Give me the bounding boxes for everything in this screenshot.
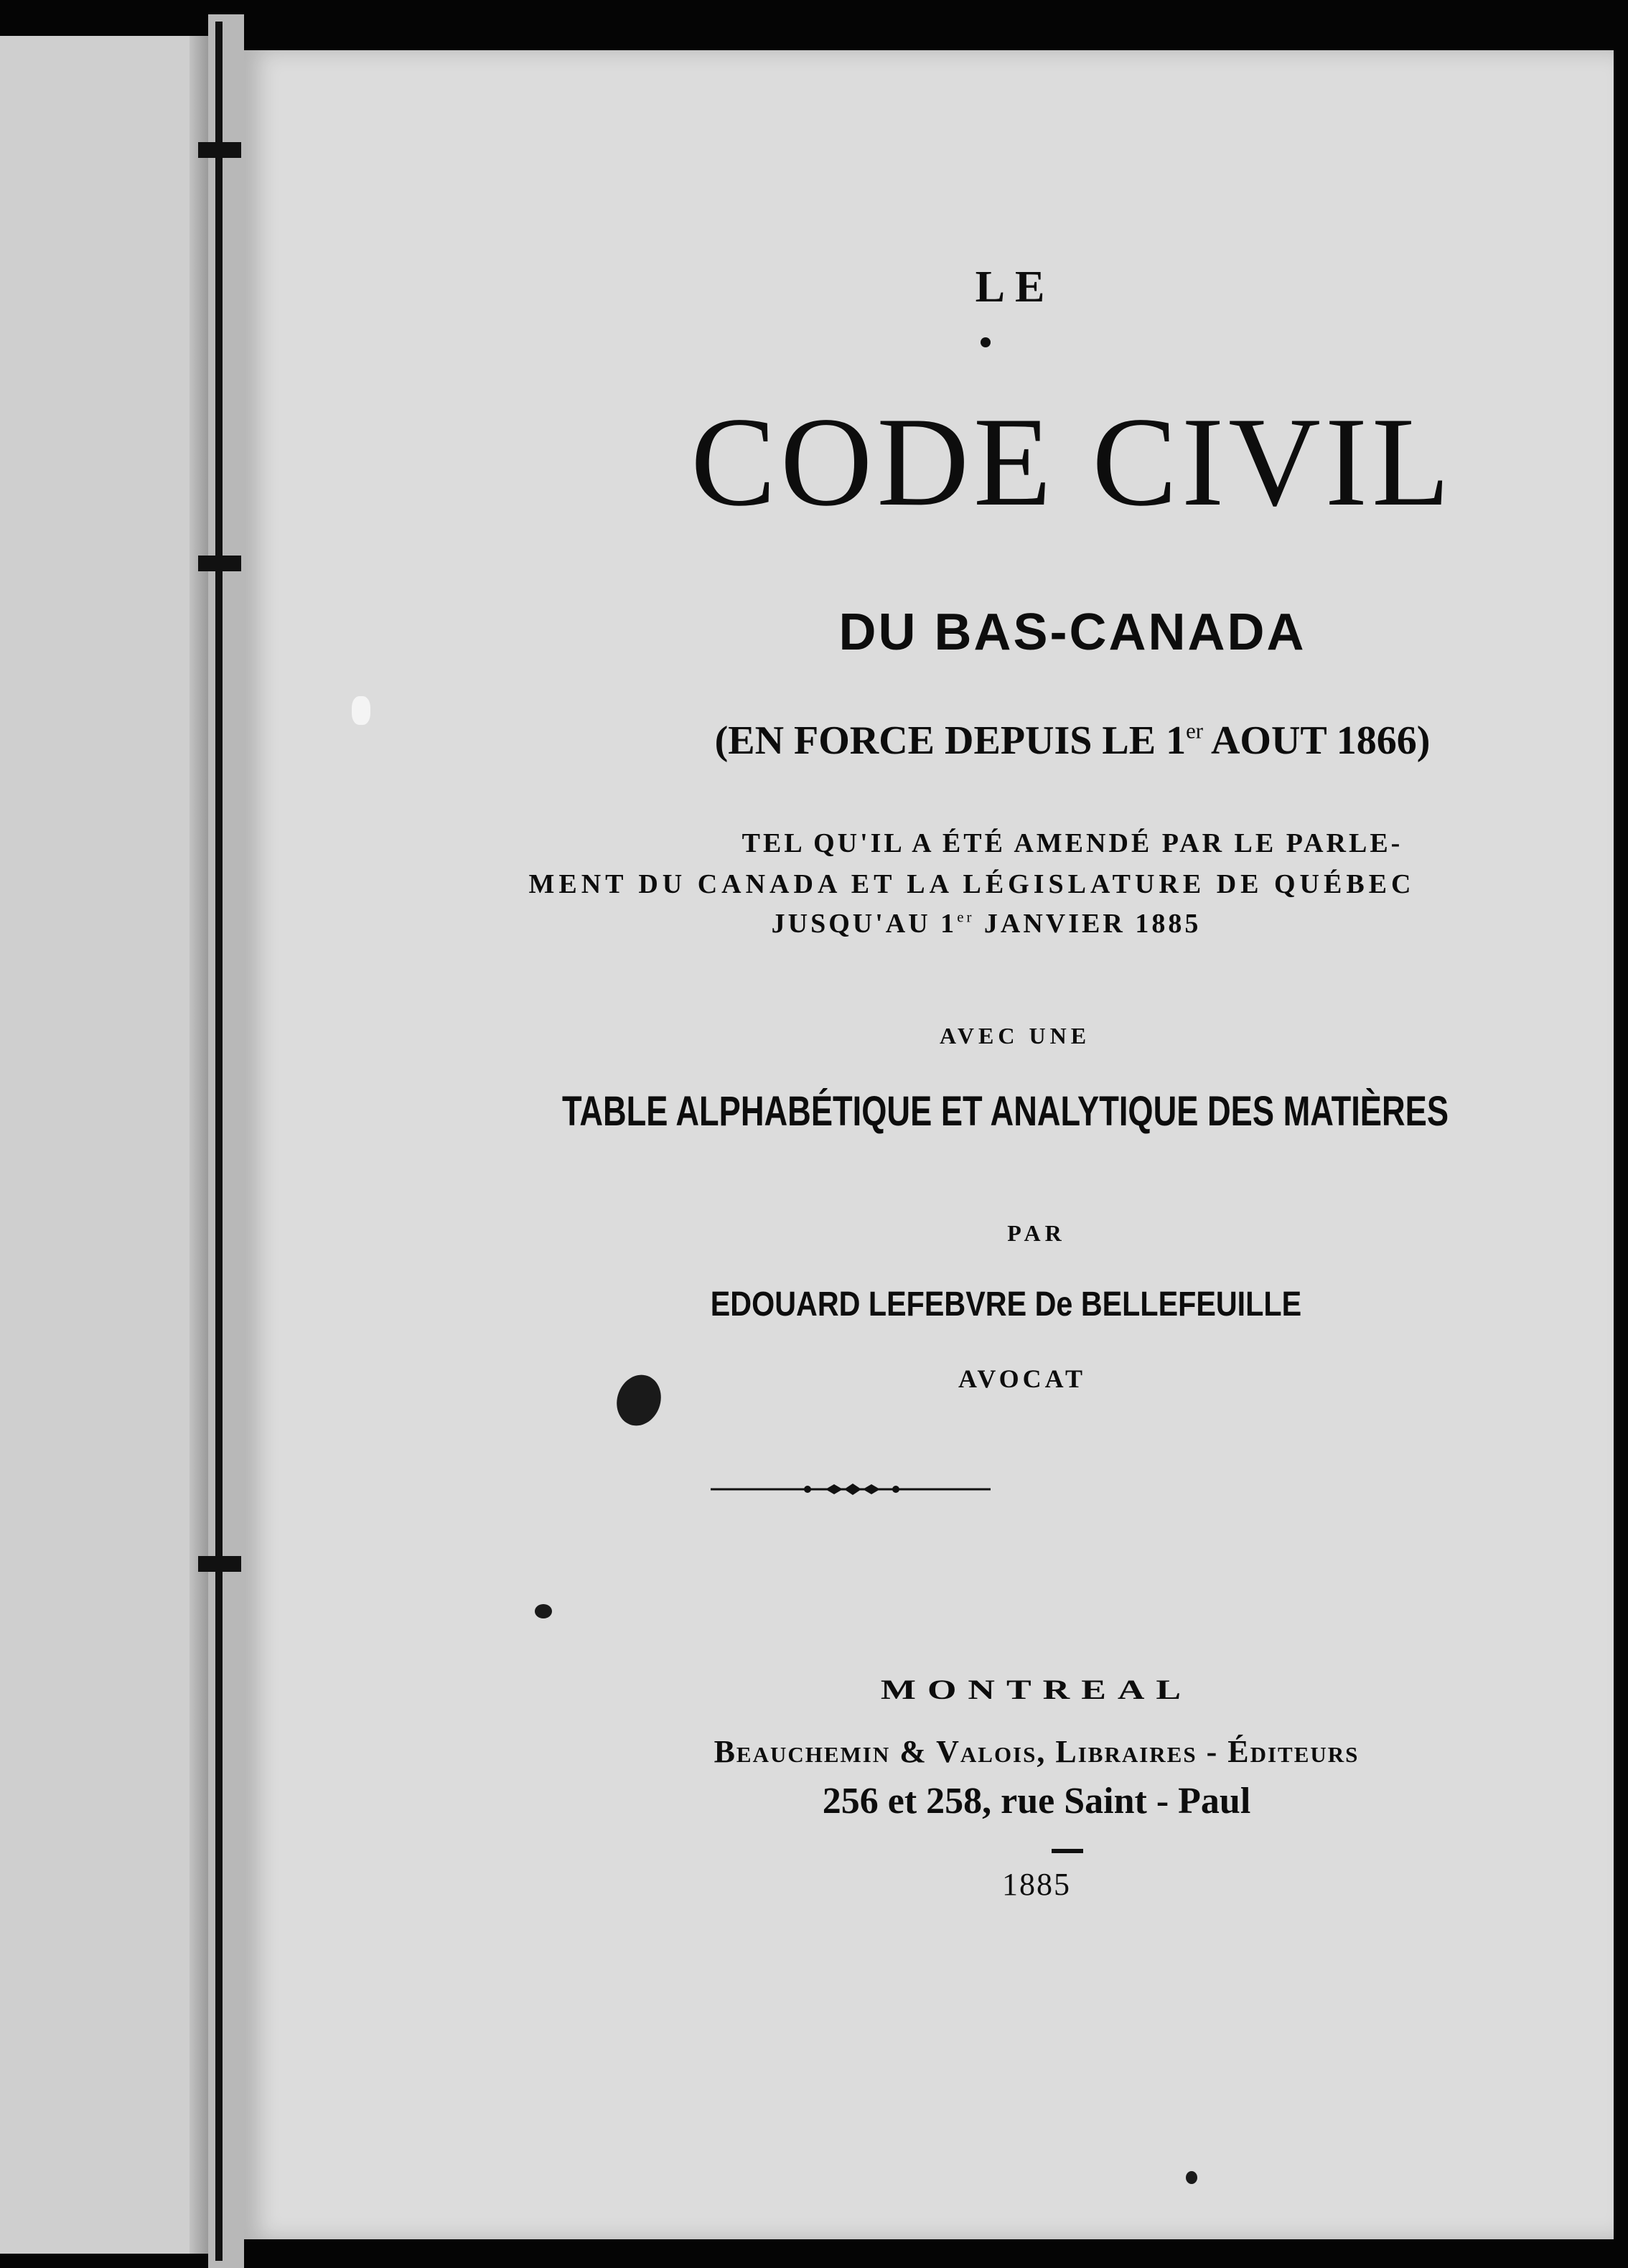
author-profession: AVOCAT [958,1364,1086,1393]
paper-flaw [352,696,370,725]
ink-stain [1186,2171,1197,2184]
publication-year: 1885 [1002,1867,1071,1902]
ordinal-suffix: er [1186,718,1204,744]
amendment-line-3 [301,908,1628,939]
year-rule [1052,1849,1083,1853]
binding-stitch [198,142,241,158]
index-title: TABLE ALPHABÉTIQUE ET ANALYTIQUE DES MATIÈRES [562,1088,1449,1135]
amendment-until: JUSQU'AU 1 [771,909,958,939]
gutter-line [215,22,223,2261]
amendment-date: JANVIER 1885 [974,909,1202,939]
publisher-name: Beauchemin & Valois, Libraires - Éditeurs [714,1734,1360,1769]
binding-stitch [198,556,241,571]
divider-ornament [711,1482,991,1496]
title-dot [981,337,991,347]
book-title: CODE CIVIL [691,390,1454,533]
ordinal-suffix: er [957,908,975,926]
author-name: EDOUARD LEFEBVRE De BELLEFEUILLE [710,1285,1302,1323]
book-spine [208,14,244,2268]
by-line: PAR [1007,1220,1066,1246]
amendment-line-2: MENT DU CANADA ET LA LÉGISLATURE DE QUÉBEC [528,869,1416,899]
in-force-line [388,718,1628,764]
publisher-address: 256 et 258, rue Saint - Paul [822,1781,1251,1822]
publication-city: MONTREAL [880,1674,1193,1705]
book-subtitle: DU BAS-CANADA [838,604,1306,661]
title-article: LE [975,263,1055,311]
in-force-text: (EN FORCE DEPUIS LE 1 [714,718,1187,763]
with-a-line: AVEC UNE [939,1023,1091,1049]
binding-stitch [198,1556,241,1572]
ink-stain [535,1604,552,1618]
title-page [244,50,1614,2239]
amendment-line-1: TEL QU'IL A ÉTÉ AMENDÉ PAR LE PARLE- [742,828,1403,858]
in-force-date: AOUT 1866) [1203,718,1431,763]
left-blank-page [0,36,208,2254]
